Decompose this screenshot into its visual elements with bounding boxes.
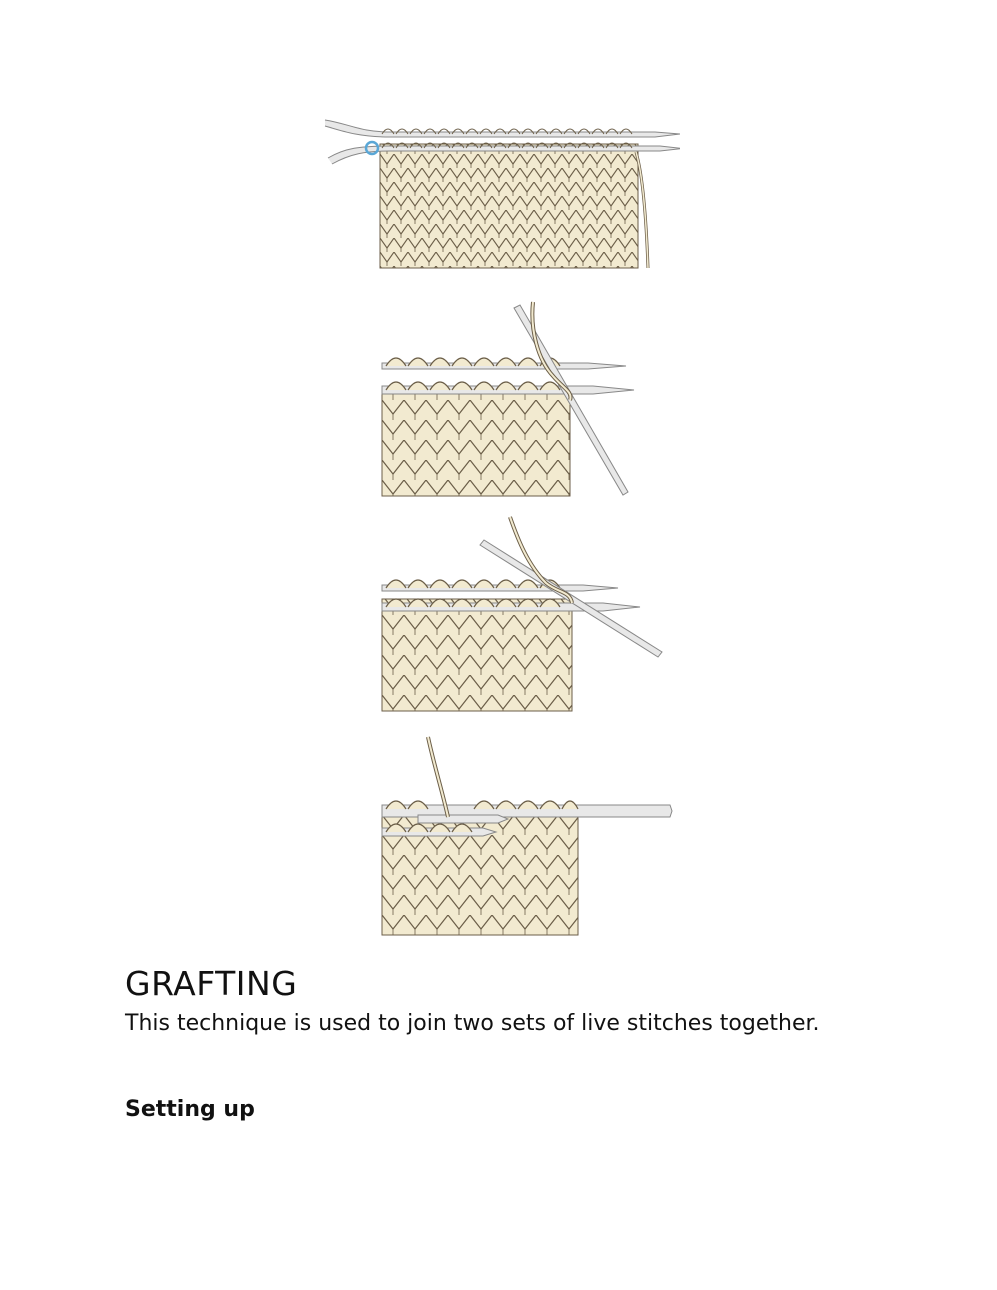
knitting-grafted-stitches-progress-icon (378, 735, 678, 940)
section-title: GRAFTING (125, 964, 298, 1003)
section-subtitle: Setting up (125, 1097, 255, 1122)
section-intro: This technique is used to join two sets of live stitches together. (125, 1011, 820, 1036)
knitting-tapestry-needle-knitwise-back-icon (378, 515, 668, 715)
knitting-two-needles-parallel-icon (320, 112, 680, 272)
knitting-tapestry-needle-purlwise-front-icon (378, 300, 638, 500)
